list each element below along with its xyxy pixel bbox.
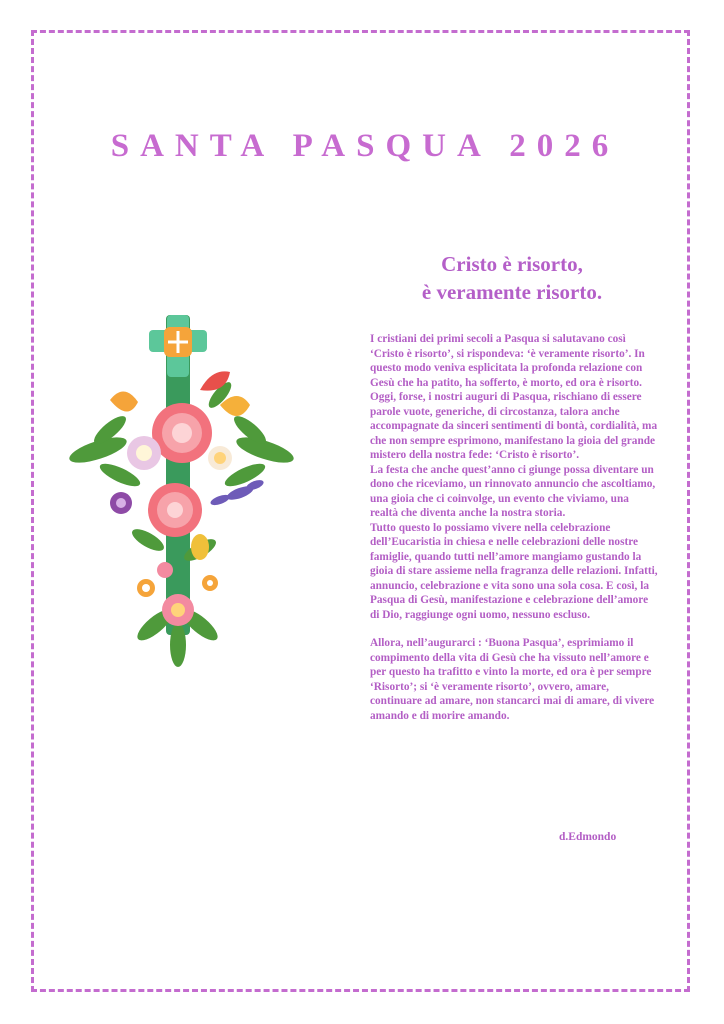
- paragraph-3: Tutto questo lo possiamo vivere nella celebrazione dell’Eucaristia in chiesa e nelle celebrazioni delle nostre famiglie, quando tutti nell’amore mangiamo gustando la gioia di stare assieme nella fragranza delle relazioni. Infatti, annuncio, celebrazione e vita sono una sola cosa. E così, la Pasqua di Gesù, manifestazione e celebrazione dell’amore di Dio, raggiunge ogni uomo, nessuno escluso.: [370, 521, 658, 621]
- cross-icon: [149, 315, 207, 635]
- page-title: SANTA PASQUA 2026: [110, 128, 620, 164]
- paragraph-1: I cristiani dei primi secoli a Pasqua si salutavano così ‘Cristo è risorto’, si rispondeva: ‘è veramente risorto’. In questo modo veniva esplicitata la profonda relazione con Gesù che ha patito, ha sofferto, è morto, ed ora è risorto. Oggi, forse, i nostri auguri di Pasqua, rischiano di essere parole vuote, generiche, di circostanza, talora anche accompagnate da sinceri sentimenti di bontà, cordialità, ma che non sempre esprimono, manifestano la gioia del grande mistero della nostra fede: ‘Cristo è risorto’.: [370, 333, 658, 461]
- subtitle: [352, 250, 672, 306]
- paragraph-2: La festa che anche quest’anno ci giunge possa diventare un dono che riceviamo, un rinnovato annuncio che ascoltiamo, una gioia che ci coinvolge, un evento che viviamo, una realtà che diventa anche la nostra storia.: [370, 463, 656, 519]
- subtitle-line-1: Cristo è risorto,: [441, 252, 583, 276]
- floral-cross-illustration: [60, 305, 300, 685]
- paragraph-4: Allora, nell’augurarci : ‘Buona Pasqua’, esprimiamo il compimento della vita di Gesù che ha vissuto nell’amore e per questo ha trafitto e vinto la morte, ed ora è per sempre ‘Risorto’; si ‘è veramente risorto’, ovvero, amare, continuare ad amare, non stancarci mai di amare, di vivere amando e di morire amando.: [370, 637, 655, 722]
- pink-flower-bottom: [162, 594, 194, 626]
- rose-flower-top: [152, 403, 212, 463]
- message-body: [370, 332, 658, 723]
- subtitle-line-2: è veramente risorto.: [421, 280, 603, 304]
- signature: d.Edmondo: [559, 831, 617, 843]
- rose-flower-middle: [148, 483, 202, 537]
